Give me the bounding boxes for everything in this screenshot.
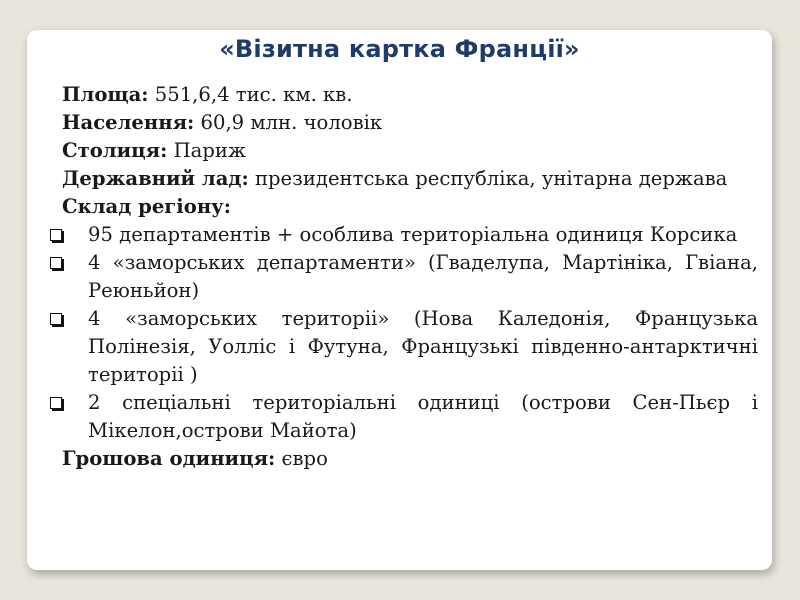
- area-line: [62, 81, 758, 109]
- list-item-text: 4 «заморських територіі» (Нова Каледонія, Французька Полінезія, Уолліс і Футуна, Французькі південно-антарктичні територіі ): [88, 307, 758, 386]
- population-value: 60,9 млн. чоловік: [200, 111, 383, 134]
- capital-label: Столиця:: [62, 139, 168, 162]
- list-item: [50, 249, 758, 305]
- checkbox-bullet-icon: [50, 229, 62, 241]
- composition-list: [50, 221, 758, 445]
- currency-line: [62, 445, 758, 473]
- area-label: Площа:: [62, 83, 149, 106]
- slide-title: «Візитна картка Франції»: [219, 35, 580, 63]
- capital-value: Париж: [173, 139, 246, 162]
- population-line: [62, 109, 758, 137]
- currency-label: Грошова одиниця:: [62, 447, 276, 470]
- checkbox-bullet-icon: [50, 257, 62, 269]
- list-item: [50, 389, 758, 445]
- area-value: 551,6,4 тис. км. кв.: [154, 83, 353, 106]
- capital-line: [62, 137, 758, 165]
- slide-body: [62, 81, 758, 473]
- list-item: [50, 305, 758, 389]
- list-item-text: 2 спеціальні територіальні одиниці (острови Сен-Пьєр і Мікелон,острови Майота): [88, 391, 758, 442]
- population-label: Населення:: [62, 111, 195, 134]
- government-line: [62, 165, 758, 193]
- composition-line: [62, 193, 758, 221]
- checkbox-bullet-icon: [50, 397, 62, 409]
- government-label: Державний лад:: [62, 167, 249, 190]
- composition-label: Склад регіону:: [62, 195, 231, 218]
- currency-value: євро: [281, 447, 328, 470]
- list-item-text: 4 «заморських департаменти» (Гваделупа, Мартініка, Гвіана, Реюньйон): [88, 251, 758, 302]
- checkbox-bullet-icon: [50, 313, 62, 325]
- list-item: [50, 221, 758, 249]
- government-value: президентська республіка, унітарна держава: [254, 167, 728, 190]
- list-item-text: 95 департаментів + особлива територіальна одиниця Корсика: [88, 223, 738, 246]
